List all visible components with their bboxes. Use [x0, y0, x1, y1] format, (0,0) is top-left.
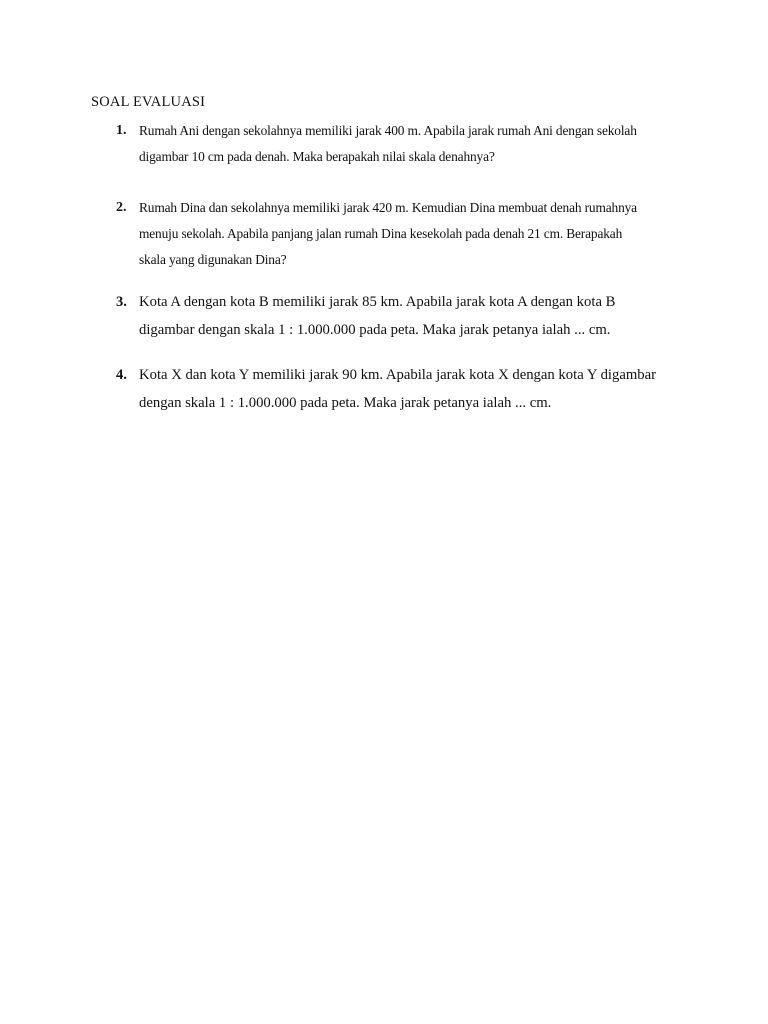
question-line: dengan skala 1 : 1.000.000 pada peta. Maka jarak petanya ialah ... cm.	[139, 394, 552, 411]
question-line: digambar 10 cm pada denah. Maka berapakah nilai skala denahnya?	[139, 149, 495, 164]
question-number: 2.	[116, 200, 127, 215]
question-line: Kota A dengan kota B memiliki jarak 85 km. Apabila jarak kota A dengan kota B	[139, 294, 616, 310]
question-number: 4.	[116, 367, 127, 383]
question-line: Kota X dan kota Y memiliki jarak 90 km. Apabila jarak kota X dengan kota Y digambar	[139, 367, 657, 383]
question-line: menuju sekolah. Apabila panjang jalan rumah Dina kesekolah pada denah 21 cm. Berapakah	[139, 226, 623, 241]
question-text	[139, 289, 699, 344]
question-line: Rumah Dina dan sekolahnya memiliki jarak 420 m. Kemudian Dina membuat denah rumahnya	[139, 200, 637, 215]
question-number: 3.	[116, 294, 127, 310]
question-text	[139, 195, 699, 273]
question-line: Rumah Ani dengan sekolahnya memiliki jarak 400 m. Apabila jarak rumah Ani dengan sekolah	[139, 123, 637, 138]
question-number: 1.	[116, 123, 127, 138]
question-text	[139, 362, 699, 417]
question-line: digambar dengan skala 1 : 1.000.000 pada peta. Maka jarak petanya ialah ... cm.	[139, 321, 611, 338]
page-title: SOAL EVALUASI	[91, 94, 206, 110]
question-text	[139, 118, 699, 170]
question-line: skala yang digunakan Dina?	[139, 252, 287, 267]
